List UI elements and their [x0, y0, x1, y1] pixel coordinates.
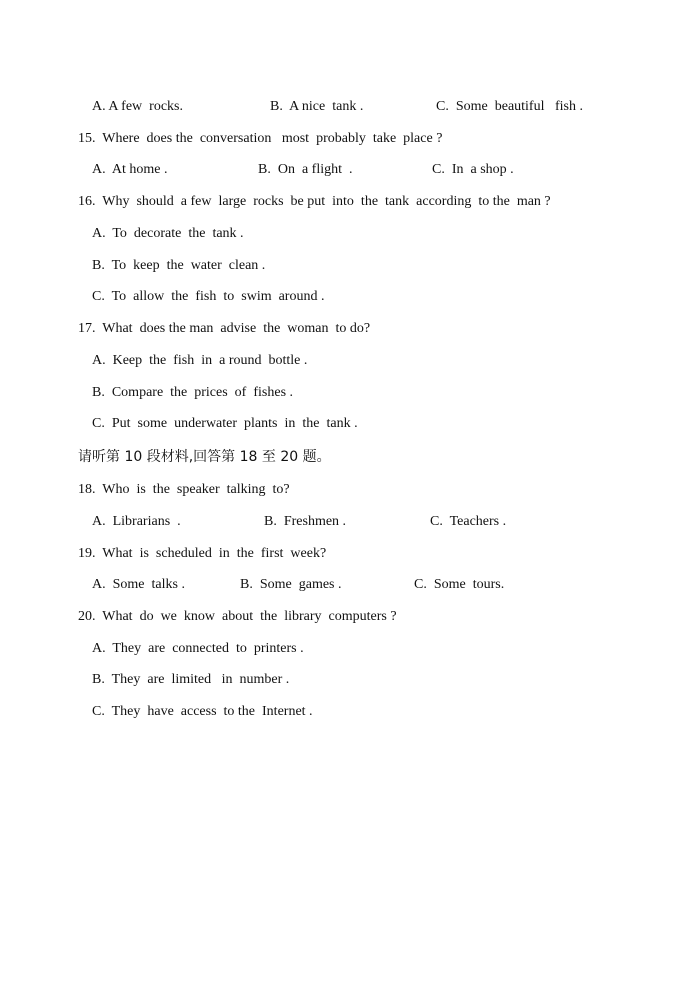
- option-19-a: A. Some talks .: [92, 577, 185, 592]
- question-20: 20. What do we know about the library computers ?: [78, 609, 397, 624]
- option-14-b: B. A nice tank .: [270, 99, 364, 114]
- question-17: 17. What does the man advise the woman to do?: [78, 321, 371, 336]
- option-18-c: C. Teachers .: [430, 514, 507, 529]
- option-16-c: C. To allow the fish to swim around .: [92, 289, 325, 304]
- option-18-a: A. Librarians .: [92, 514, 181, 529]
- option-15-a: A. At home .: [92, 162, 168, 177]
- option-17-a: A. Keep the fish in a round bottle .: [92, 353, 308, 368]
- option-20-a: A. They are connected to printers .: [92, 641, 304, 656]
- option-15-b: B. On a flight .: [258, 162, 353, 177]
- question-16: 16. Why should a few large rocks be put into the tank according to the man ?: [78, 194, 551, 209]
- option-19-c: C. Some tours.: [414, 577, 505, 592]
- option-14-c: C. Some beautiful fish .: [436, 99, 583, 114]
- option-15-c: C. In a shop .: [432, 162, 514, 177]
- option-20-c: C. They have access to the Internet .: [92, 704, 313, 719]
- option-14-a: A. A few rocks.: [92, 99, 183, 114]
- option-20-b: B. They are limited in number .: [92, 672, 290, 687]
- option-16-a: A. To decorate the tank .: [92, 226, 244, 241]
- question-15: 15. Where does the conversation most probably take place ?: [78, 131, 443, 146]
- option-19-b: B. Some games .: [240, 577, 342, 592]
- question-19: 19. What is scheduled in the first week?: [78, 546, 327, 561]
- option-17-c: C. Put some underwater plants in the tank .: [92, 416, 358, 431]
- section-instruction: 请听第 10 段材料,回答第 18 至 20 题。: [78, 449, 331, 465]
- option-16-b: B. To keep the water clean .: [92, 258, 266, 273]
- option-18-b: B. Freshmen .: [264, 514, 347, 529]
- question-18: 18. Who is the speaker talking to?: [78, 482, 290, 497]
- option-17-b: B. Compare the prices of fishes .: [92, 385, 294, 400]
